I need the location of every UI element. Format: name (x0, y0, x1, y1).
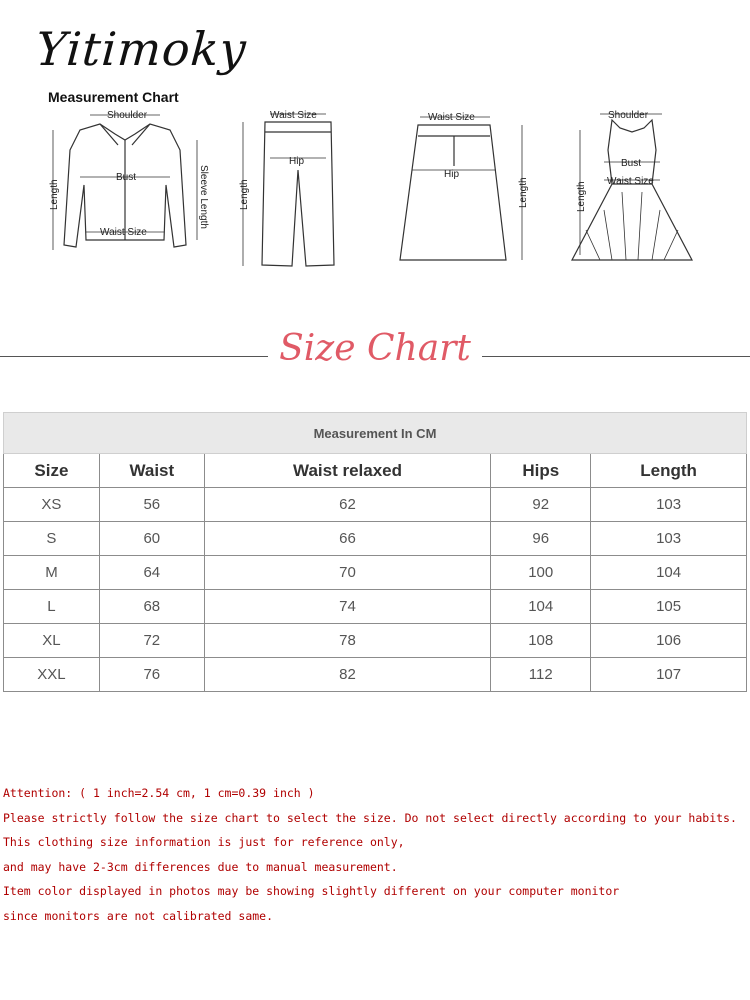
garment-diagrams (0, 100, 750, 280)
cell-waist-relaxed: 70 (204, 556, 491, 590)
pants-length-label: Length (239, 179, 250, 210)
cell-waist-relaxed: 82 (204, 658, 491, 692)
table-row (4, 590, 747, 624)
skirt-waist-label: Waist Size (428, 112, 475, 123)
pants-hip-label: Hip (289, 156, 305, 167)
cell-waist-relaxed: 66 (204, 522, 491, 556)
cell-size: XXL (4, 658, 100, 692)
shirt-diagram (49, 110, 209, 250)
table-row (4, 488, 747, 522)
table-caption: Measurement In CM (4, 413, 747, 454)
header-waist-relaxed: Waist relaxed (204, 454, 491, 488)
table-header-row (4, 454, 747, 488)
dress-bust-label: Bust (621, 158, 642, 169)
header-size: Size (4, 454, 100, 488)
cell-hips: 100 (491, 556, 591, 590)
cell-length: 103 (591, 522, 747, 556)
shirt-shoulder-label: Shoulder (107, 110, 148, 121)
brand-logo: Yitimoky (34, 22, 249, 76)
cell-waist: 68 (99, 590, 204, 624)
pants-waist-label: Waist Size (270, 110, 317, 121)
cell-waist: 76 (99, 658, 204, 692)
table-row (4, 522, 747, 556)
cell-size: L (4, 590, 100, 624)
pants-diagram (239, 110, 334, 266)
header-waist: Waist (99, 454, 204, 488)
note-line: since monitors are not calibrated same. (3, 908, 274, 923)
skirt-hip-label: Hip (444, 169, 460, 180)
header-length: Length (591, 454, 747, 488)
cell-hips: 112 (491, 658, 591, 692)
shirt-sleeve-label: Sleeve Length (198, 165, 209, 229)
cell-size: XS (4, 488, 100, 522)
cell-hips: 96 (491, 522, 591, 556)
dress-shoulder-label: Shoulder (608, 110, 649, 121)
cell-length: 104 (591, 556, 747, 590)
dress-diagram (572, 110, 692, 260)
cell-length: 103 (591, 488, 747, 522)
cell-hips: 92 (491, 488, 591, 522)
cell-waist: 64 (99, 556, 204, 590)
note-line: Attention: ( 1 inch=2.54 cm, 1 cm=0.39 inch ) (3, 786, 315, 800)
cell-waist: 56 (99, 488, 204, 522)
table-caption-row (4, 413, 747, 454)
cell-length: 105 (591, 590, 747, 624)
note-line: Item color displayed in photos may be showing slightly different on your computer monitor (3, 884, 620, 899)
skirt-diagram (400, 112, 529, 260)
header-hips: Hips (491, 454, 591, 488)
attention-notes (3, 781, 737, 929)
cell-waist: 72 (99, 624, 204, 658)
note-line: This clothing size information is just for reference only, (3, 835, 405, 850)
size-chart-title: Size Chart (279, 328, 471, 369)
shirt-waist-label: Waist Size (100, 227, 147, 238)
shirt-length-label: Length (49, 179, 60, 210)
table-row (4, 624, 747, 658)
cell-size: XL (4, 624, 100, 658)
cell-length: 107 (591, 658, 747, 692)
cell-hips: 104 (491, 590, 591, 624)
table-row (4, 556, 747, 590)
cell-waist-relaxed: 74 (204, 590, 491, 624)
note-line: Please strictly follow the size chart to select the size. Do not select directly according to your habits. (3, 810, 737, 825)
size-table (3, 412, 747, 692)
measurement-chart-title: Measurement Chart (48, 89, 179, 105)
cell-waist-relaxed: 62 (204, 488, 491, 522)
cell-waist-relaxed: 78 (204, 624, 491, 658)
cell-length: 106 (591, 624, 747, 658)
note-line: and may have 2-3cm differences due to manual measurement. (3, 859, 398, 874)
cell-size: M (4, 556, 100, 590)
dress-length-label: Length (576, 181, 587, 212)
cell-hips: 108 (491, 624, 591, 658)
cell-waist: 60 (99, 522, 204, 556)
skirt-length-label: Length (518, 177, 529, 208)
dress-waist-label: Waist Size (607, 176, 654, 187)
divider-right (482, 356, 750, 357)
cell-size: S (4, 522, 100, 556)
shirt-bust-label: Bust (116, 172, 137, 183)
table-row (4, 658, 747, 692)
